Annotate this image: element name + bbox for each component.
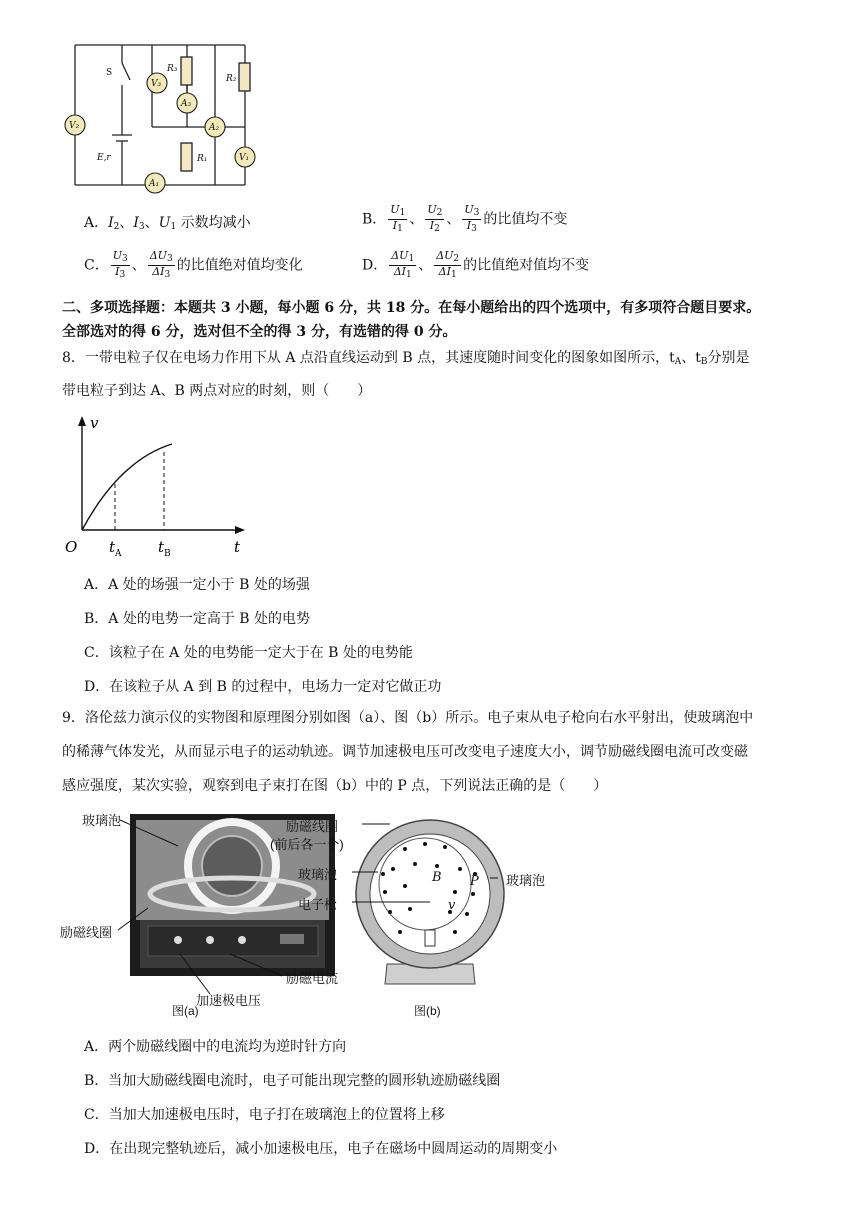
q9-option-b[interactable]: B．当加大励磁线圈电流时，电子可能出现完整的圆形轨迹励磁线圈 — [84, 1073, 501, 1089]
fig-b-v-label: v — [448, 898, 456, 913]
graph-tB: t — [158, 538, 165, 556]
q7-option-c[interactable]: C． $\frac{U_3}{I_3}$ 、 $\frac{\Delta U_3}{\Delta I_3}$ 的比值绝对值均变化 — [84, 249, 303, 280]
fig-a-coil-label: 励磁线圈 — [60, 925, 113, 940]
graph-origin: O — [65, 538, 78, 556]
q7-option-a-text: 示数均减小 — [180, 215, 251, 231]
q7-option-b[interactable]: B． $\frac{U_1}{I_1}$ 、 $\frac{U_2}{I_2}$ 、 $\frac{U_3}{I_3}$ 的比值均不变 — [362, 203, 568, 234]
q8-stem-line1: 8．一带电粒子仅在电场力作用下从 A 点沿直线运动到 B 点，其速度随时间变化的图象如图所示，$t_A$、$t_B$分别是 — [62, 350, 750, 367]
fig-b-coil-label: 励磁线圈 — [286, 819, 339, 834]
svg-text:S: S — [106, 68, 113, 78]
section2-line2: 全部选对的得 6 分，选对但不全的得 3 分，有选错的得 0 分。 — [62, 324, 457, 340]
svg-text:V₂: V₂ — [69, 121, 80, 131]
graph-tA: t — [109, 538, 116, 556]
q7-option-a[interactable]: A．$I_2$、$I_3$、$U_1$ 示数均减小 — [84, 215, 251, 232]
fig-a-voltage-label: 加速极电压 — [196, 993, 262, 1008]
q7-option-c-text: 的比值绝对值均变化 — [176, 257, 303, 274]
figure-b — [270, 808, 590, 1023]
fig-a-caption: 图(a) — [172, 1004, 199, 1018]
fig-b-B-label: B — [432, 870, 442, 885]
q8-stem-line2: 带电粒子到达 A、B 两点对应的时刻，则（ ） — [62, 383, 372, 399]
svg-text:B: B — [164, 549, 171, 559]
svg-text:R₁: R₁ — [197, 154, 208, 164]
fig-a-bulb-label: 玻璃泡 — [82, 813, 122, 828]
fig-b-P-label: P — [470, 874, 479, 889]
q8-option-d[interactable]: D．在该粒子从 A 到 B 的过程中，电场力一定对它做正功 — [84, 679, 442, 695]
graph-y-label: v — [90, 414, 99, 432]
svg-text:V₃: V₃ — [151, 79, 162, 89]
q9-option-d[interactable]: D．在出现完整轨迹后，减小加速极电压，电子在磁场中圆周运动的周期变小 — [84, 1141, 558, 1157]
section2-line1: 二、多项选择题：本题共 3 小题，每小题 6 分，共 18 分。在每小题给出的四个选项中，有多项符合题目要求。 — [62, 300, 761, 316]
svg-text:E,r: E,r — [97, 153, 111, 163]
q9-stem-line3: 感应强度，某次实验，观察到电子束打在图（b）中的 P 点，下列说法正确的是（ ） — [62, 778, 608, 794]
fig-b-coil-note: (前后各一个) — [270, 837, 344, 852]
fig-a-current-label: 励磁电流 — [286, 971, 339, 986]
svg-text:R₂: R₂ — [226, 74, 237, 84]
q8-option-a[interactable]: A．A 处的场强一定小于 B 处的场强 — [84, 577, 310, 593]
svg-text:A₃: A₃ — [181, 99, 192, 109]
q9-stem-line1: 9．洛伦兹力演示仪的实物图和原理图分别如图（a）、图（b）所示。电子束从电子枪向右水平射出，使玻璃泡中 — [62, 710, 754, 726]
svg-text:A₁: A₁ — [149, 179, 160, 189]
graph-x-label: t — [234, 538, 241, 556]
q7-option-d-text: 的比值绝对值均不变 — [463, 257, 590, 274]
q7-option-d[interactable]: D． $\frac{\Delta U_1}{\Delta I_1}$ 、 $\frac{\Delta U_2}{\Delta I_1}$ 的比值绝对值均不变 — [362, 249, 590, 280]
q9-option-a[interactable]: A．两个励磁线圈中的电流均为逆时针方向 — [84, 1039, 347, 1055]
vt-graph — [60, 412, 255, 562]
q8-option-b[interactable]: B．A 处的电势一定高于 B 处的电势 — [84, 611, 311, 627]
fig-b-gun-label: 电子枪 — [298, 897, 338, 912]
svg-text:R₃: R₃ — [167, 64, 178, 74]
q9-stem-line2: 的稀薄气体发光，从而显示电子的运动轨迹。调节加速极电压可改变电子速度大小，调节励磁线圈电流可改变磁 — [62, 744, 748, 760]
svg-text:V₁: V₁ — [239, 153, 250, 163]
fig-b-bulb-right-label: 玻璃泡 — [506, 873, 546, 888]
q8-option-c[interactable]: C．该粒子在 A 处的电势能一定大于在 B 处的电势能 — [84, 645, 413, 661]
fig-b-bulb-left-label: 玻璃泡 — [298, 867, 338, 882]
circuit-diagram — [60, 35, 270, 195]
q7-option-b-text: 的比值均不变 — [483, 211, 568, 228]
svg-text:A₂: A₂ — [209, 123, 220, 133]
q9-option-c[interactable]: C．当加大加速极电压时，电子打在玻璃泡上的位置将上移 — [84, 1107, 445, 1123]
svg-text:A: A — [115, 549, 122, 559]
fig-b-caption: 图(b) — [414, 1004, 441, 1018]
